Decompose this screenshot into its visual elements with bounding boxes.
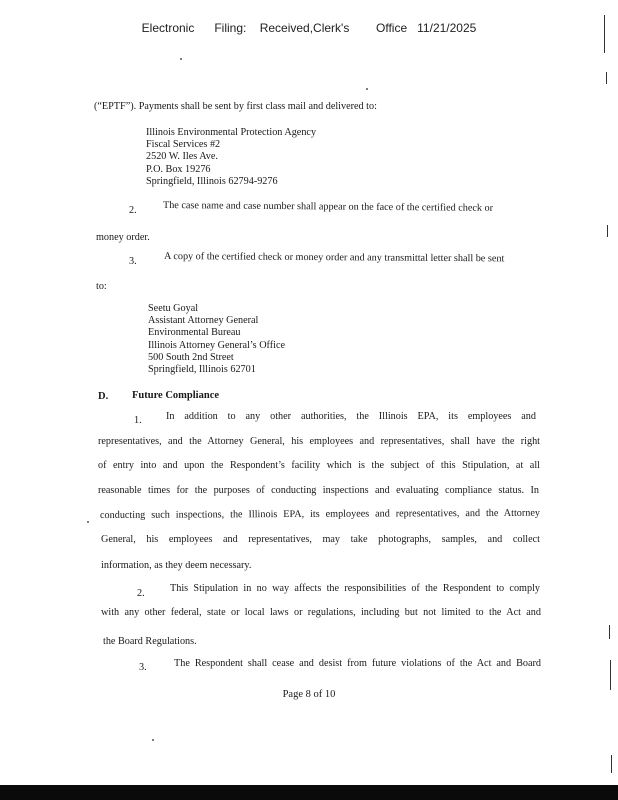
paragraph-d1-line: reasonable times for the purposes of conducting inspections and evaluating compliance status. In xyxy=(98,485,539,496)
section-letter: D. xyxy=(98,391,109,402)
payment-instruction-line: (“EPTF”). Payments shall be sent by first class mail and delivered to: xyxy=(94,101,377,112)
paragraph-d1-line: representatives, and the Attorney General, his employees and representatives, shall have the right xyxy=(98,436,540,447)
paragraph-number: 3. xyxy=(129,256,137,267)
paragraph-2-text: money order. xyxy=(96,232,150,243)
scan-edge-mark xyxy=(609,625,610,639)
paragraph-d1-line: conducting such inspections, the Illinois EPA, its employees and representatives, and the Attorney xyxy=(99,507,541,521)
paragraph-3-text: to: xyxy=(96,281,107,292)
address-line: Illinois Attorney General’s Office xyxy=(148,339,286,351)
paragraph-2-text: The case name and case number shall appear on the face of the certified check or xyxy=(162,200,494,214)
scan-edge-mark xyxy=(607,225,608,237)
paragraph-d2-line: the Board Regulations. xyxy=(103,636,197,647)
efiling-header-stamp: Electronic Filing: Received,Clerk's Office 11/21/2025 xyxy=(141,21,477,35)
address-block-iepa xyxy=(146,127,316,188)
address-line: Assistant Attorney General xyxy=(148,315,259,327)
address-line: 2520 W. Iles Ave. xyxy=(146,151,218,163)
address-line: Fiscal Services #2 xyxy=(146,139,221,151)
paragraph-d1-line: of entry into and upon the Respondent’s facility which is the subject of this Stipulation, at all xyxy=(98,460,540,471)
paragraph-d1-line: In addition to any other authorities, the Illinois EPA, its employees and xyxy=(166,411,536,422)
paragraph-d2-line: This Stipulation in no way affects the responsibilities of the Respondent to comply xyxy=(170,583,540,594)
scan-speck xyxy=(366,88,368,90)
address-line: Seetu Goyal xyxy=(148,303,199,314)
paragraph-number: 2. xyxy=(137,588,145,599)
scan-edge-mark xyxy=(611,755,612,773)
address-line: P.O. Box 19276 xyxy=(146,163,211,175)
paragraph-d2-line: with any other federal, state or local laws or regulations, including but not limited to the Act and xyxy=(101,607,541,618)
address-line: Springfield, Illinois 62701 xyxy=(148,364,256,376)
address-line: Illinois Environmental Protection Agency xyxy=(146,127,317,138)
scan-speck xyxy=(87,521,89,523)
paragraph-number: 2. xyxy=(129,205,137,216)
scan-edge-mark xyxy=(610,660,611,690)
paragraph-d3-line: The Respondent shall cease and desist from future violations of the Act and Board xyxy=(174,658,541,669)
paragraph-3-text: A copy of the certified check or money order and any transmittal letter shall be sent xyxy=(163,251,505,265)
scan-edge-mark xyxy=(606,72,607,84)
section-title: Future Compliance xyxy=(132,390,220,401)
paragraph-d1-line: General, his employees and representatives, may take photographs, samples, and collect xyxy=(101,534,540,545)
paragraph-number: 1. xyxy=(134,415,142,426)
scan-speck xyxy=(152,739,154,741)
scan-speck xyxy=(180,58,182,60)
paragraph-d1-line: information, as they deem necessary. xyxy=(101,560,252,571)
address-block-attorney-general xyxy=(148,303,285,376)
scan-bottom-border xyxy=(0,785,618,800)
paragraph-number: 3. xyxy=(139,662,147,673)
address-line: 500 South 2nd Street xyxy=(148,351,234,363)
address-line: Environmental Bureau xyxy=(148,327,241,339)
scan-edge-mark xyxy=(604,15,605,53)
page-number-footer: Page 8 of 10 xyxy=(282,689,336,700)
address-line: Springfield, Illinois 62794-9276 xyxy=(146,175,278,187)
